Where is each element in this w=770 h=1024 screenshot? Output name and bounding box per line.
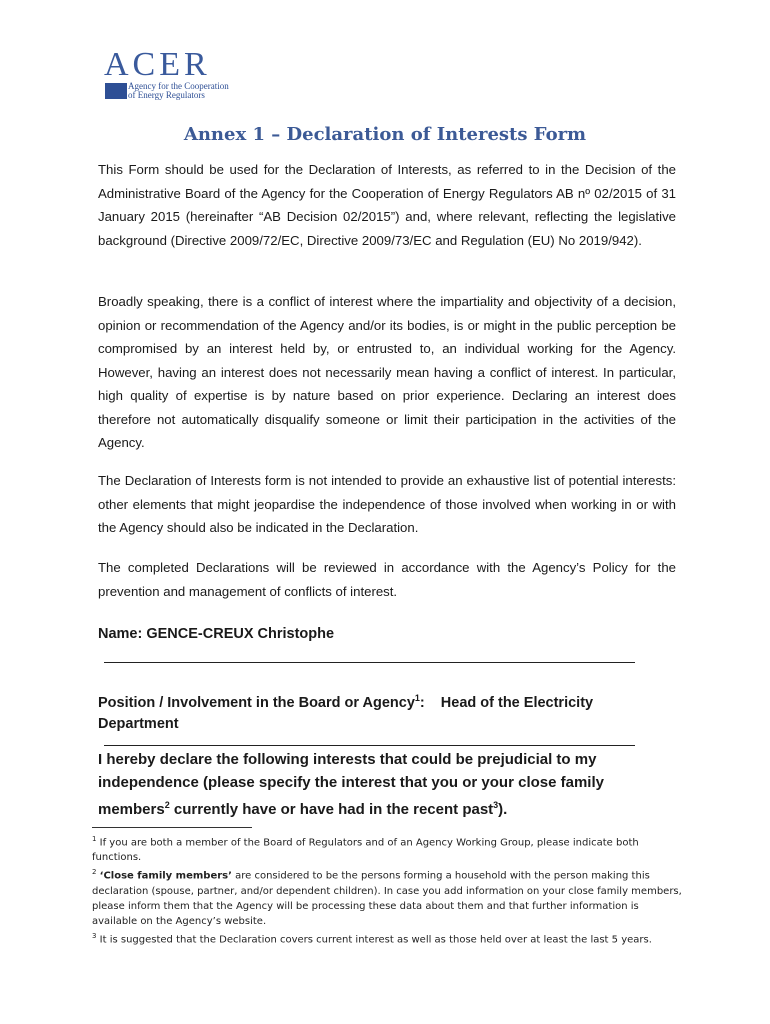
logo-subtitle-line-1: Agency for the Cooperation [128,81,229,91]
footnote-separator [92,827,252,828]
name-field [98,626,334,642]
logo-subtitle-line-2: of Energy Regulators [128,90,205,100]
position-field [98,688,658,735]
declaration-statement: I hereby declare the following interests that could be prejudicial to my independence (please specify the interest that you or your close family members$^2$ currently have or have had in the recent past$^3$). [98,751,604,818]
intro-paragraph: This Form should be used for the Declaration of Interests, as referred to in the Decision of the Administrative Board of the Agency for the Cooperation of Energy Regulators AB nº 02/2015 of 31 January 2015 (hereinafter “AB Decision 02/2015”) and, where relevant, reflecting the legislative background (Directive 2009/72/EC, Directive 2009/73/EC and Regulation (EU) No 2019/942). [98,162,676,248]
logo-letters: ACER [104,46,211,83]
footnote-2: $^2$ ‘Close family members’ are considered to be the persons forming a household with the person making this declaration (spouse, partner, and/or dependent children). In case you add information on your close family members, please inform them that the Agency will be processing these data about them and that further information is available on the Agency’s website. [92,868,682,927]
page-title: Annex 1 – Declaration of Interests Form [183,124,587,145]
name-value[interactable]: GENCE-CREUX Christophe [146,626,335,642]
name-underline [104,662,635,663]
footnote-ref-2[interactable]: 2 [164,800,170,810]
position-underline [104,745,635,746]
footnote-1: $^1$ If you are both a member of the Board of Regulators and of an Agency Working Group, please indicate both functions. [92,835,639,864]
scope-paragraph: The Declaration of Interests form is not intended to provide an exhaustive list of potential interests: other elements that might jeopardise the independence of those involved when working in or with the Agency should also be indicated in the Declaration. [98,473,676,535]
footnotes [92,832,682,947]
name-label: Name: [98,626,143,642]
footnote-ref-1[interactable]: 1 [414,693,420,703]
conflict-paragraph: Broadly speaking, there is a conflict of interest where the impartiality and objectivity of a decision, opinion or recommendation of the Agency and/or its bodies, is or might in the public perception be compromised by an interest held by, or entrusted to, an individual working for the Agency. However, having an interest does not necessarily mean having a conflict of interest. In particular, high quality of expertise is by nature based on prior experience. Declaring an interest does therefore not automatically disqualify someone or limit their participation in the activities of the Agency. [98,294,676,450]
logo-subtitle [128,82,229,100]
position-value-line-2[interactable]: Department [98,715,179,732]
logo-blue-block [105,83,127,99]
footnote-3: $^3$ It is suggested that the Declaration covers current interest as well as those held over at least the last 5 years. [92,931,652,945]
position-value-line-1[interactable]: Head of the Electricity [440,694,594,711]
footnote-ref-3[interactable]: 3 [493,800,499,810]
review-paragraph: The completed Declarations will be reviewed in accordance with the Agency’s Policy for the prevention and management of conflicts of interest. [98,560,676,599]
position-label: Position / Involvement in the Board or Agency$^1$: [98,693,425,711]
